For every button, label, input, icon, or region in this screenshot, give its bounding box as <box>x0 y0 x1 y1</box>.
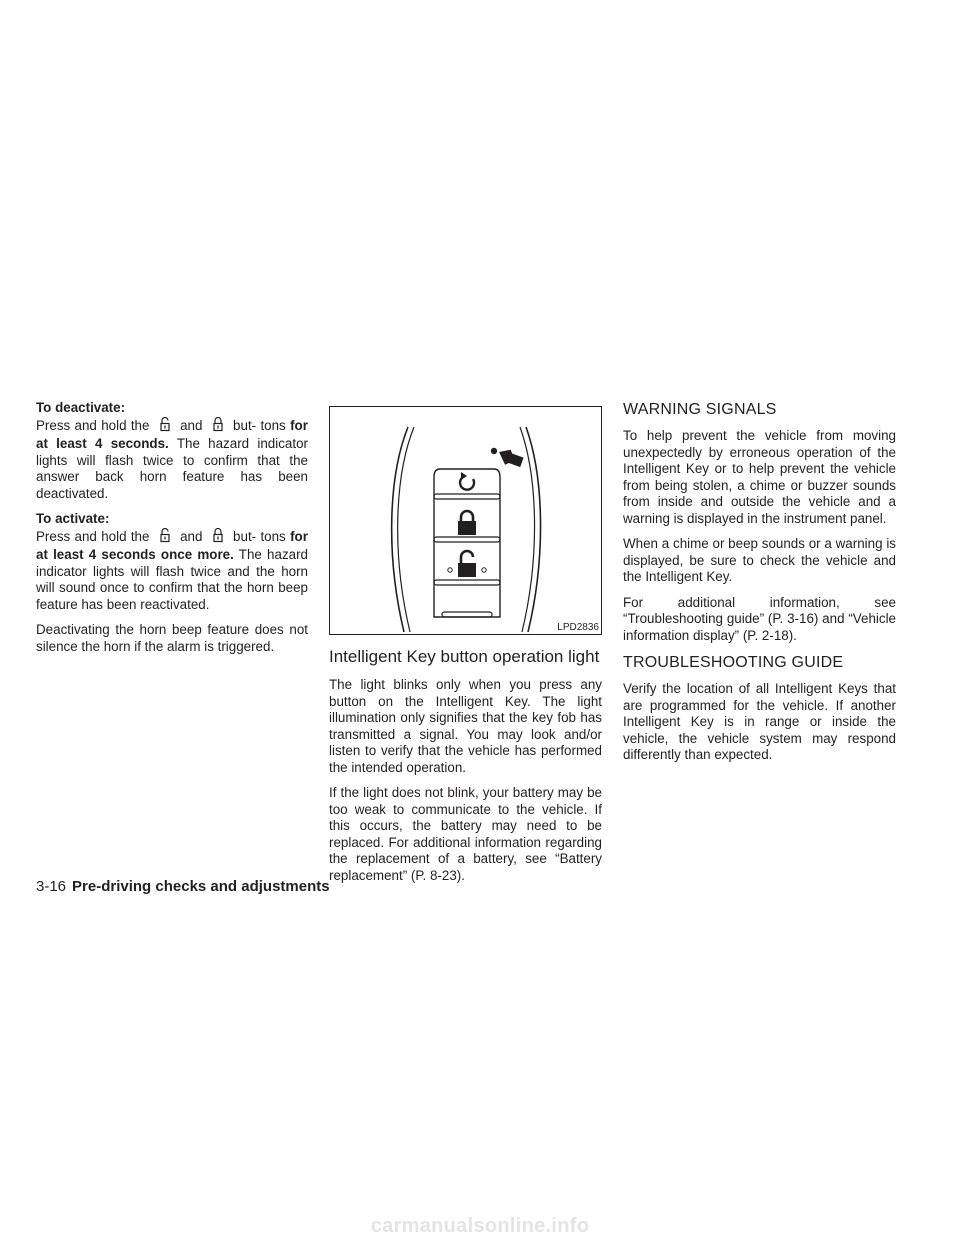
key-light-paragraph-1: The light blinks only when you press any button on the Intelligent Key. The light illumination only signifies that the key fob has transmitted a signal. You may look and/or listen to verify that the vehicle has performed the intended operation. <box>329 677 602 775</box>
activate-heading: To activate: <box>36 511 110 526</box>
lock-key-icon <box>207 417 229 437</box>
intelligent-key-illustration <box>330 407 603 636</box>
troubleshooting-paragraph: Verify the location of all Intelligent Keys that are programmed for the vehicle. If another Intelligent Key is in range or inside the vehicle, the vehicle system may respond differently than expected. <box>623 681 896 762</box>
watermark: carmanualsonline.info <box>370 1215 590 1237</box>
deactivate-paragraph: Press and hold the and but- tons for at least 4 seconds. The hazard indicator lights will flash twice to confirm that the answer back horn feature has been deactivated. <box>36 417 308 501</box>
activate-paragraph: Press and hold the and but- tons for at least 4 seconds once more. The hazard indicator lights will flash twice and the horn will sound once to confirm that the horn beep feature has been reactivated. <box>36 528 308 612</box>
deactivate-duration: for at least 4 seconds. <box>36 417 308 451</box>
troubleshooting-heading: TROUBLESHOOTING GUIDE <box>623 654 844 671</box>
unlock-key-icon <box>154 528 176 548</box>
key-light-heading: Intelligent Key button operation light <box>329 647 600 666</box>
section-title: Pre-driving checks and adjustments <box>72 878 330 895</box>
warning-signals-heading: WARNING SIGNALS <box>623 401 777 418</box>
warning-paragraph-1: To help prevent the vehicle from moving unexpectedly by erroneous operation of the Intelligent Key or to help prevent the vehicle from being stolen, a chime or buzzer sounds from inside and outside the vehicle and a warning is displayed in the instrument panel. <box>623 428 896 526</box>
unlock-key-icon <box>154 417 176 437</box>
lock-key-icon <box>207 528 229 548</box>
page-footer <box>36 878 330 895</box>
activate-duration: for at least 4 seconds once more. <box>36 528 308 562</box>
deactivate-heading: To deactivate: <box>36 400 126 415</box>
intelligent-key-figure <box>329 406 602 635</box>
column-middle <box>329 400 602 893</box>
key-light-paragraph-2: If the light does not blink, your battery may be too weak to communicate to the vehicle. If this occurs, the battery may need to be replaced. For additional information regarding the replacement of a battery, see “Battery replacement” (P. 8-23). <box>329 785 602 883</box>
figure-code: LPD2836 <box>557 622 599 633</box>
warning-paragraph-3: For additional information, see “Troubleshooting guide” (P. 3-16) and “Vehicle information display” (P. 2-18). <box>623 594 896 643</box>
page-number: 3-16 <box>36 878 67 895</box>
column-right <box>623 400 896 773</box>
warning-paragraph-2: When a chime or beep sounds or a warning is displayed, be sure to check the vehicle and the Intelligent Key. <box>623 536 896 584</box>
horn-note: Deactivating the horn beep feature does not silence the horn if the alarm is triggered. <box>36 622 308 654</box>
column-left <box>36 400 308 664</box>
